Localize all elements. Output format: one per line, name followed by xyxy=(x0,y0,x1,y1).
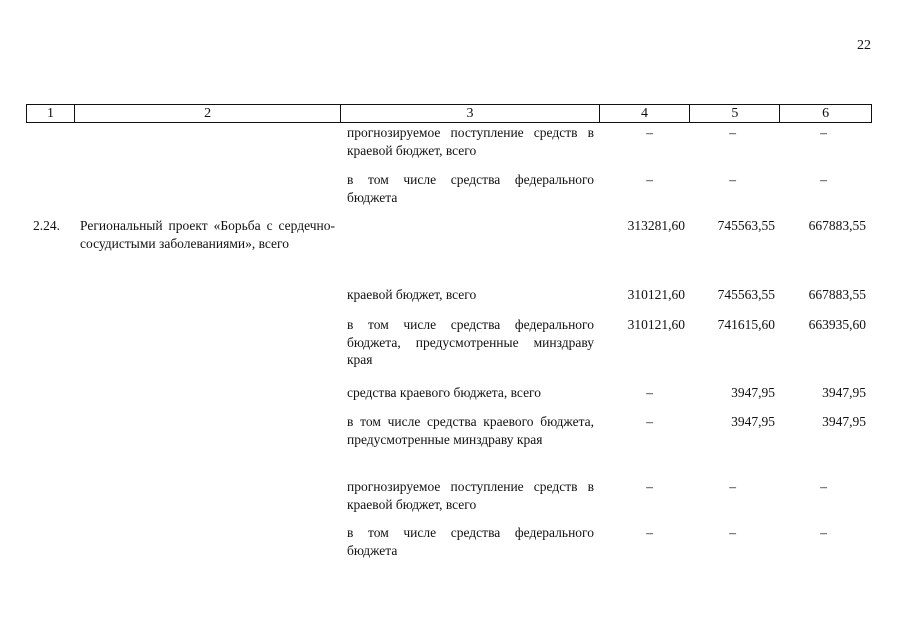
row-name xyxy=(74,316,341,369)
row-source: в том числе средства краевого бюджета, предусмотренные минздраву края xyxy=(347,414,594,447)
row-number xyxy=(26,124,74,159)
row-source xyxy=(341,217,600,252)
table-header xyxy=(26,104,872,123)
row-value-5: – xyxy=(729,125,736,140)
row-value-5: 3947,95 xyxy=(731,385,775,400)
row-value-6: – xyxy=(820,172,827,187)
row-value-4: 313281,60 xyxy=(627,218,685,233)
table-row xyxy=(26,524,872,559)
row-name xyxy=(74,171,341,206)
row-number: 2.24. xyxy=(33,218,60,233)
row-source: прогнозируемое поступление средств в краевой бюджет, всего xyxy=(347,479,594,512)
row-number xyxy=(26,524,74,559)
row-value-5: – xyxy=(729,479,736,494)
row-name xyxy=(74,286,341,304)
row-value-4: – xyxy=(646,479,653,494)
row-number xyxy=(26,171,74,206)
row-value-4: – xyxy=(646,525,653,540)
row-name xyxy=(74,478,341,513)
table-row xyxy=(26,413,872,448)
row-value-4: – xyxy=(646,385,653,400)
header-col-2: 2 xyxy=(75,105,341,122)
row-value-4: 310121,60 xyxy=(627,287,685,302)
row-value-6: 667883,55 xyxy=(808,218,866,233)
row-value-6: 3947,95 xyxy=(822,385,866,400)
header-col-5: 5 xyxy=(690,105,780,122)
table-row xyxy=(26,478,872,513)
header-col-1: 1 xyxy=(27,105,75,122)
row-source: средства краевого бюджета, всего xyxy=(347,385,542,400)
row-value-5: 741615,60 xyxy=(717,317,775,332)
row-number xyxy=(26,286,74,304)
row-name xyxy=(74,524,341,559)
row-number xyxy=(26,316,74,369)
row-value-4: – xyxy=(646,172,653,187)
row-name xyxy=(74,124,341,159)
row-value-6: 667883,55 xyxy=(808,287,866,302)
row-value-6: – xyxy=(820,525,827,540)
row-value-4: – xyxy=(646,414,653,429)
row-value-5: – xyxy=(729,525,736,540)
row-number xyxy=(26,384,74,402)
table-row xyxy=(26,171,872,206)
row-value-6: 663935,60 xyxy=(808,317,866,332)
row-value-6: – xyxy=(820,479,827,494)
header-col-3: 3 xyxy=(341,105,599,122)
table-row xyxy=(26,384,872,402)
row-value-5: 745563,55 xyxy=(717,287,775,302)
row-value-5: – xyxy=(729,172,736,187)
table-row xyxy=(26,316,872,369)
table-row xyxy=(26,286,872,304)
row-value-4: – xyxy=(646,125,653,140)
row-value-5: 3947,95 xyxy=(731,414,775,429)
row-name: Региональный проект «Борьба с сердечно-сосудистыми заболеваниями», всего xyxy=(80,218,335,251)
page-number: 22 xyxy=(857,38,871,53)
row-source: краевой бюджет, всего xyxy=(347,287,477,302)
row-value-5: 745563,55 xyxy=(717,218,775,233)
header-col-4: 4 xyxy=(600,105,691,122)
row-source: в том числе средства федерального бюджета xyxy=(347,525,594,558)
table-row xyxy=(26,217,872,252)
row-value-4: 310121,60 xyxy=(627,317,685,332)
row-name xyxy=(74,384,341,402)
row-value-6: – xyxy=(820,125,827,140)
header-col-6: 6 xyxy=(822,105,830,121)
row-source: в том числе средства федерального бюджета, предусмотренные минздраву края xyxy=(347,317,594,367)
table-row xyxy=(26,124,872,159)
row-name xyxy=(74,413,341,448)
row-source: в том числе средства федерального бюджета xyxy=(347,172,594,205)
row-number xyxy=(26,413,74,448)
row-number xyxy=(26,478,74,513)
row-value-6: 3947,95 xyxy=(822,414,866,429)
row-source: прогнозируемое поступление средств в краевой бюджет, всего xyxy=(347,125,594,158)
